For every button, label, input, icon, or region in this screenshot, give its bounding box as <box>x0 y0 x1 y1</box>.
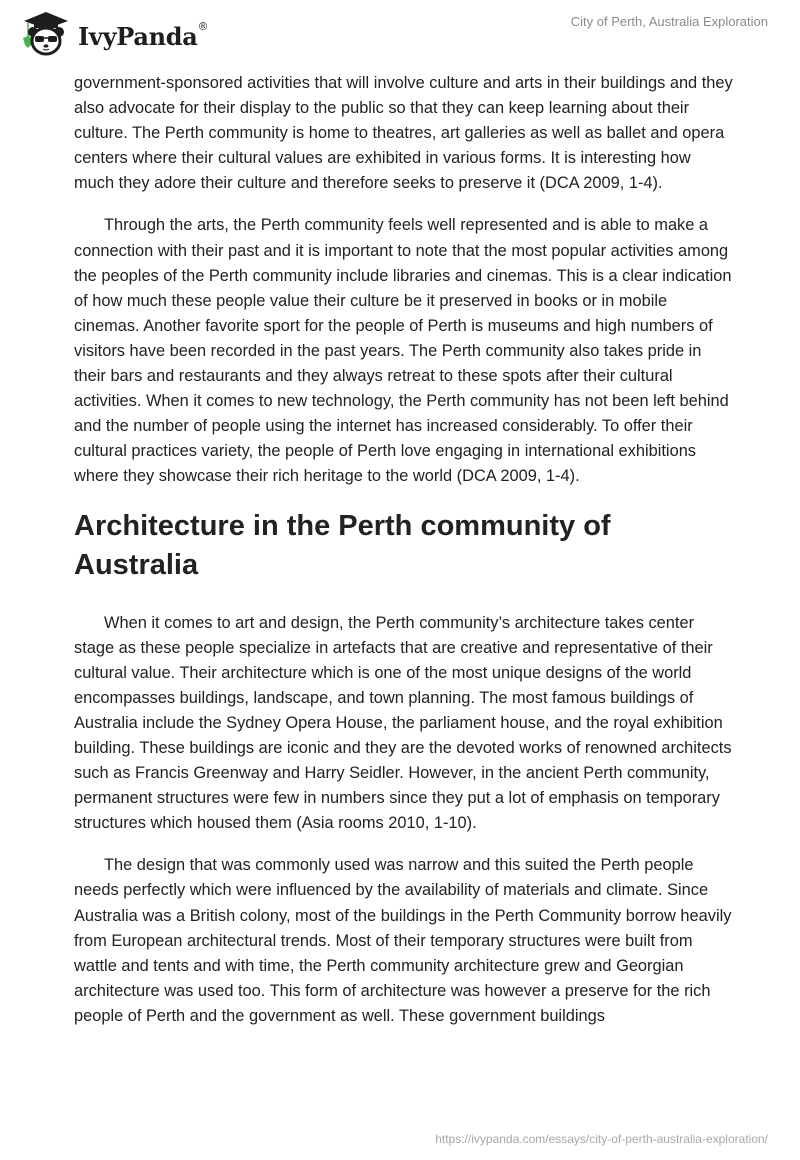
paragraph: The design that was commonly used was narrow and this suited the Perth people needs perfectly which were influenced by the availability of materials and climate. Since Australia was a British colony, most of the buildings in the Perth Community borrow heavily from European architectural trends. Most of their temporary structures were built from wattle and tents and with time, the Perth community architecture grew and Georgian architecture was used too. This form of architecture was however a preserve for the rich people of Perth and the government as well. These government buildings <box>74 856 732 1025</box>
panda-graduate-icon <box>16 8 74 58</box>
article-body <box>74 71 734 1046</box>
paragraph: Through the arts, the Perth community feels well represented and is able to make a connection with their past and it is important to note that the most popular activities among the peoples of the Perth community include libraries and cinemas. This is a clear indication of how much these people value their culture be it preserved in books or in mobile cinemas. Another favorite sport for the people of Perth is museums and high numbers of visitors have been recorded in the past years. The Perth community also takes pride in their bars and restaurants and they always retreat to these spots after their cultural activities. When it comes to new technology, the Perth community has not been left behind and the number of people using the internet has increased considerably. To offer their cultural practices variety, the people of Perth love engaging in international exhibitions where they showcase their rich heritage to the world (DCA 2009, 1-4). <box>74 216 732 486</box>
page-header <box>0 0 800 60</box>
paragraph: government-sponsored activities that will involve culture and arts in their buildings and they also advocate for their display to the public so that they can keep learning about their culture. The Perth community is home to theatres, art galleries as well as ballet and opera centers where their cultural values are exhibited in various forms. It is interesting how much they adore their culture and therefore seeks to preserve it (DCA 2009, 1-4). <box>74 74 733 193</box>
brand-name: IvyPanda® <box>78 19 209 51</box>
document-title: City of Perth, Australia Exploration <box>570 14 768 29</box>
brand-logo[interactable] <box>16 8 208 58</box>
source-url: https://ivypanda.com/essays/city-of-perth-australia-exploration/ <box>435 1132 768 1146</box>
section-heading: Architecture in the Perth community of Australia <box>74 509 611 581</box>
paragraph: When it comes to art and design, the Perth community’s architecture takes center stage as these people specialize in artefacts that are creative and representative of their cultural value. Their architecture which is one of the most unique designs of the world encompasses buildings, landscape, and town planning. The most famous buildings of Australia include the Sydney Opera House, the parliament house, and the royal exhibition building. These buildings are iconic and they are the devoted works of renowned architects such as Francis Greenway and Harry Seidler. However, in the ancient Perth community, permanent structures were few in numbers since they put a lot of emphasis on temporary structures which housed them (Asia rooms 2010, 1-10). <box>74 613 732 833</box>
